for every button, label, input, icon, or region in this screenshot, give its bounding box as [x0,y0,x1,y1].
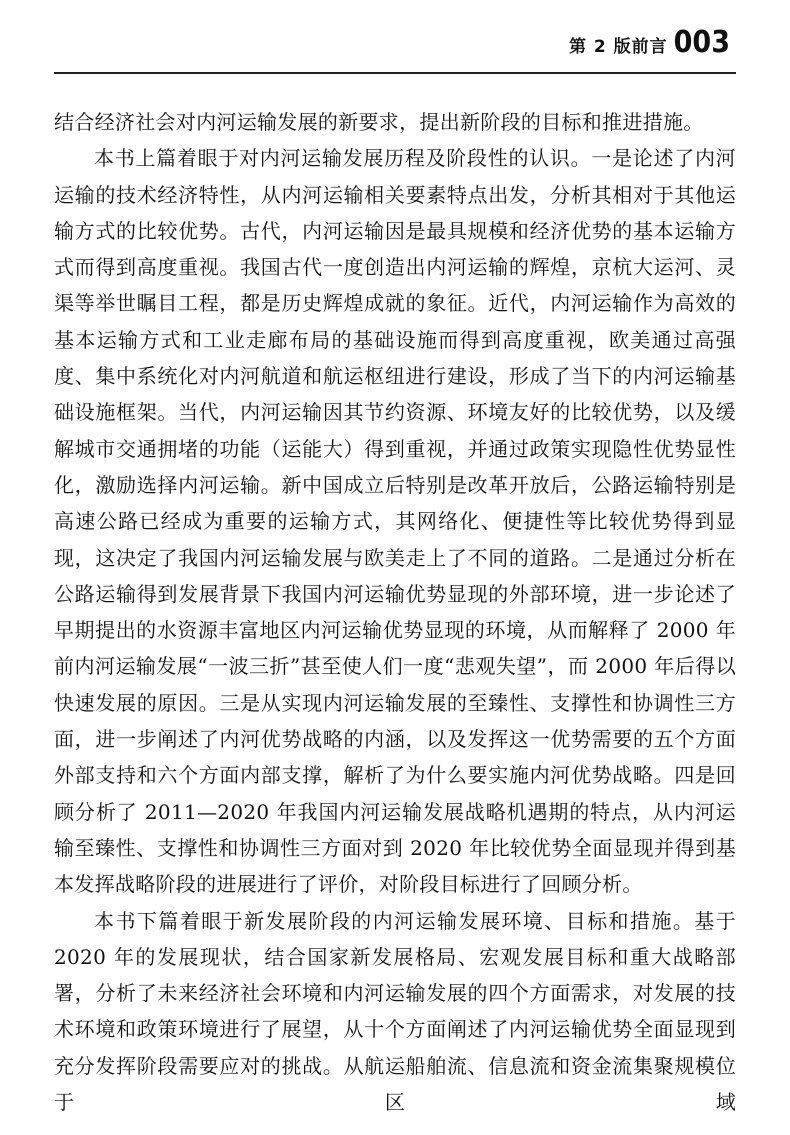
paragraph-part-two: 本书下篇着眼于新发展阶段的内河运输发展环境、目标和措施。基于 2020 年的发展现状，结合国家新发展格局、宏观发展目标和重大战略部署，分析了未来经济社会环境和内河运输发展的四个方面需求，对发展的技术环境和政策环境进行了展望，从十个方面阐述了内河运输优势全面显现到充分发挥阶段需要应对的挑战。从航运船舶流、信息流和资金流集聚规模位于区域 [54,908,736,1115]
paragraph-part-one: 本书上篇着眼于对内河运输发展历程及阶段性的认识。一是论述了内河运输的技术经济特性，从内河运输相关要素特点出发，分析其相对于其他运输方式的比较优势。古代，内河运输因是最具规模和经济优势的基本运输方式而得到高度重视。我国古代一度创造出内河运输的辉煌，京杭大运河、灵渠等举世瞩目工程，都是历史辉煌成就的象征。近代，内河运输作为高效的基本运输方式和工业走廊布局的基础设施而得到高度重视，欧美通过高强度、集中系统化对内河航道和航运枢纽进行建设，形成了当下的内河运输基础设施框架。当代，内河运输因其节约资源、环境友好的比较优势，以及缓解城市交通拥堵的功能（运能大）得到重视，并通过政策实现隐性优势显性化，激励选择内河运输。新中国成立后特别是改革开放后，公路运输特别是高速公路已经成为重要的运输方式，其网络化、便捷性等比较优势得到显现，这决定了我国内河运输发展与欧美走上了不同的道路。二是通过分析在公路运输得到发展背景下我国内河运输优势显现的外部环境，进一步论述了早期提出的水资源丰富地区内河运输优势显现的环境，从而解释了 2000 年前内河运输发展“一波三折”甚至使人们一度“悲观失望”，而 2000 年后得以快速发展的原因。三是从实现内河运输发展的至臻性、支撑性和协调性三方面，进一步阐述了内河优势战略的内涵，以及发挥这一优势需要的五个方面外部支持和六个方面内部支撑，解析了为什么要实施内河优势战略。四是回顾分析了 2011—2020 年我国内河运输发展战略机遇期的特点，从内河运输至臻性、支撑性和协调性三方面对到 2020 年比较优势全面显现并得到基本发挥战略阶段的进展进行了评价，对阶段目标进行了回顾分析。 [54,146,736,897]
header-rule [54,72,736,74]
body-text [54,104,736,1120]
paragraph-continuation: 结合经济社会对内河运输发展的新要求，提出新阶段的目标和推进措施。 [54,110,704,134]
running-header [568,25,730,60]
running-header-title: 第 2 版前言 [568,37,668,57]
page-number: 003 [673,25,730,60]
